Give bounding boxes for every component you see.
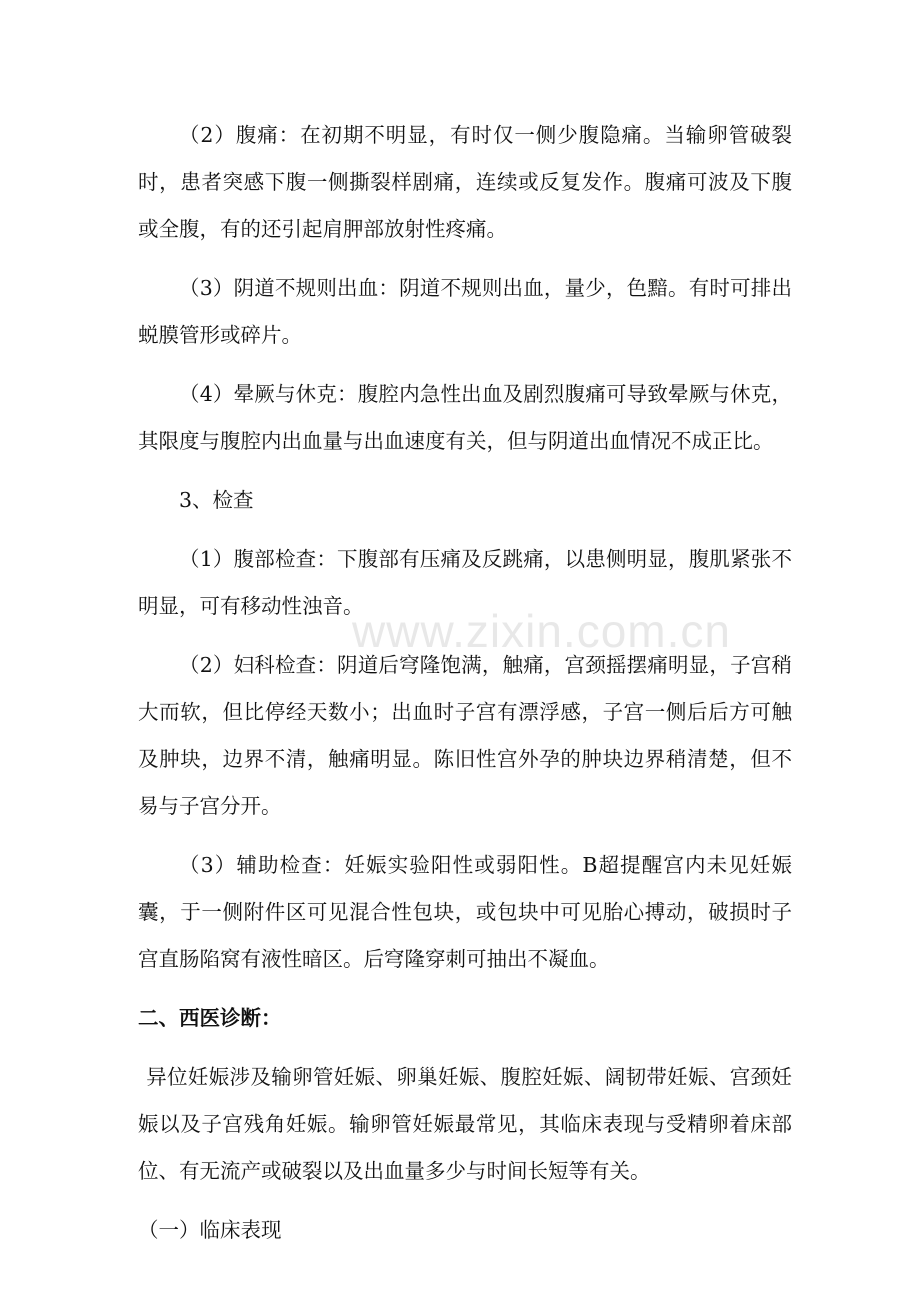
section-heading-western-diagnosis: 二、西医诊断： — [138, 1006, 282, 1030]
paragraph-ectopic-types: 异位妊娠涉及输卵管妊娠、卵巢妊娠、腹腔妊娠、阔韧带妊娠、宫颈妊娠以及子宫残角妊娠。输卵管妊娠最常见，其临床表现与受精卵着床部位、有无流产或破裂以及出血量多少与时间长短等有关。 — [138, 1065, 792, 1183]
paragraph-vaginal-bleeding: （3）阴道不规则出血：阴道不规则出血，量少，色黯。有时可排出蜕膜管形或碎片。 — [138, 276, 792, 347]
subsection-heading-clinical: （一）临床表现 — [138, 1218, 282, 1242]
paragraph-abdominal-pain: （2）腹痛：在初期不明显，有时仅一侧少腹隐痛。当输卵管破裂时，患者突感下腹一侧撕裂样剧痛，连续或反复发作。腹痛可波及下腹或全腹，有的还引起肩胛部放射性疼痛。 — [138, 123, 792, 241]
paragraph-abdominal-exam: （1）腹部检查：下腹部有压痛及反跳痛，以患侧明显，腹肌紧张不明显，可有移动性浊音。 — [138, 547, 792, 618]
document-body — [138, 112, 792, 1266]
paragraph-examination-heading: 3、检查 — [179, 488, 254, 512]
paragraph-syncope-shock: （4）晕厥与休克：腹腔内急性出血及剧烈腹痛可导致晕厥与休克，其限度与腹腔内出血量与出血速度有关，但与阴道出血情况不成正比。 — [138, 382, 792, 453]
watermark-text: www.zixin.com.cn — [352, 605, 731, 657]
paragraph-gynecological-exam: （2）妇科检查：阴道后穹隆饱满，触痛，宫颈摇摆痛明显，子宫稍大而软，但比停经天数小；出血时子宫有漂浮感，子宫一侧后后方可触及肿块，边界不清，触痛明显。陈旧性宫外孕的肿块边界稍清楚，但不易与子宫分开。 — [138, 653, 792, 818]
paragraph-auxiliary-exam: （3）辅助检查：妊娠实验阳性或弱阳性。B超提醒宫内未见妊娠囊，于一侧附件区可见混合性包块，或包块中可见胎心搏动，破损时子宫直肠陷窝有液性暗区。后穹隆穿刺可抽出不凝血。 — [138, 853, 792, 971]
